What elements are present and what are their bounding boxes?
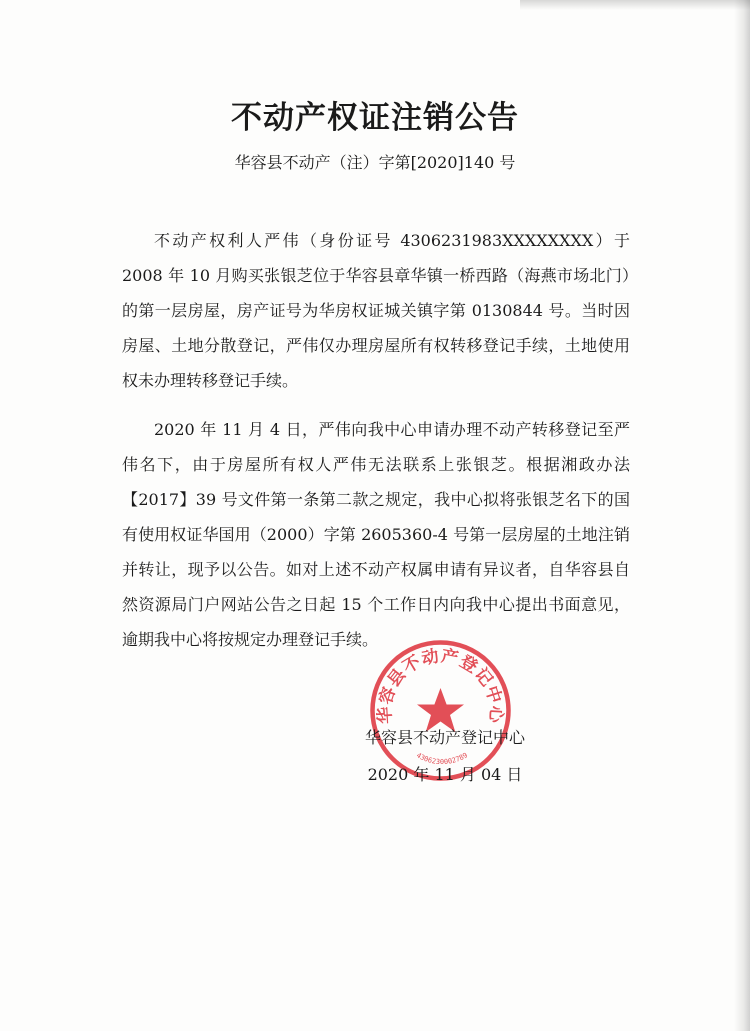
- paragraph-2: [122, 412, 630, 657]
- seal-text: 华容县不动产登记中心: [375, 646, 506, 725]
- document-number: 华容县不动产（注）字第[2020]140 号: [234, 153, 516, 172]
- paragraph-1-text: 不动产权利人严伟（身份证号 4306231983XXXXXXXX）于 2008 年 10 月购买张银芝位于华容县章华镇一桥西路（海燕市场北门）的第一层房屋，房产证号为华房权证城关镇字第 0130844 号。当时因房屋、土地分散登记，严伟仅办理房屋所有权转移登记手续，土地使用权未办理转移登记手续。: [122, 231, 630, 390]
- document-title: 不动产权证注销公告: [231, 100, 519, 136]
- paragraph-2-text: 2020 年 11 月 4 日，严伟向我中心申请办理不动产转移登记至严伟名下，由于房屋所有权人严伟无法联系上张银芝。根据湘政办法【2017】39 号文件第一条第二款之规定，我中心拟将张银芝名下的国有使用权证华国用（2000）字第 2605360-4 号第一层房屋的土地注销并转让，现予以公告。如对上述不动产权属申请有异议者，自华容县自然资源局门户网站公告之日起 15 个工作日内向我中心提出书面意见，逾期我中心将按规定办理登记手续。: [122, 420, 630, 649]
- seal-code: 4306230002789: [414, 751, 470, 767]
- paragraph-1: [122, 223, 630, 398]
- scan-shadow-top: [520, 0, 750, 10]
- issue-date: 2020 年 11 月 04 日: [367, 765, 523, 784]
- issuer-signature: 华容县不动产登记中心: [364, 728, 525, 747]
